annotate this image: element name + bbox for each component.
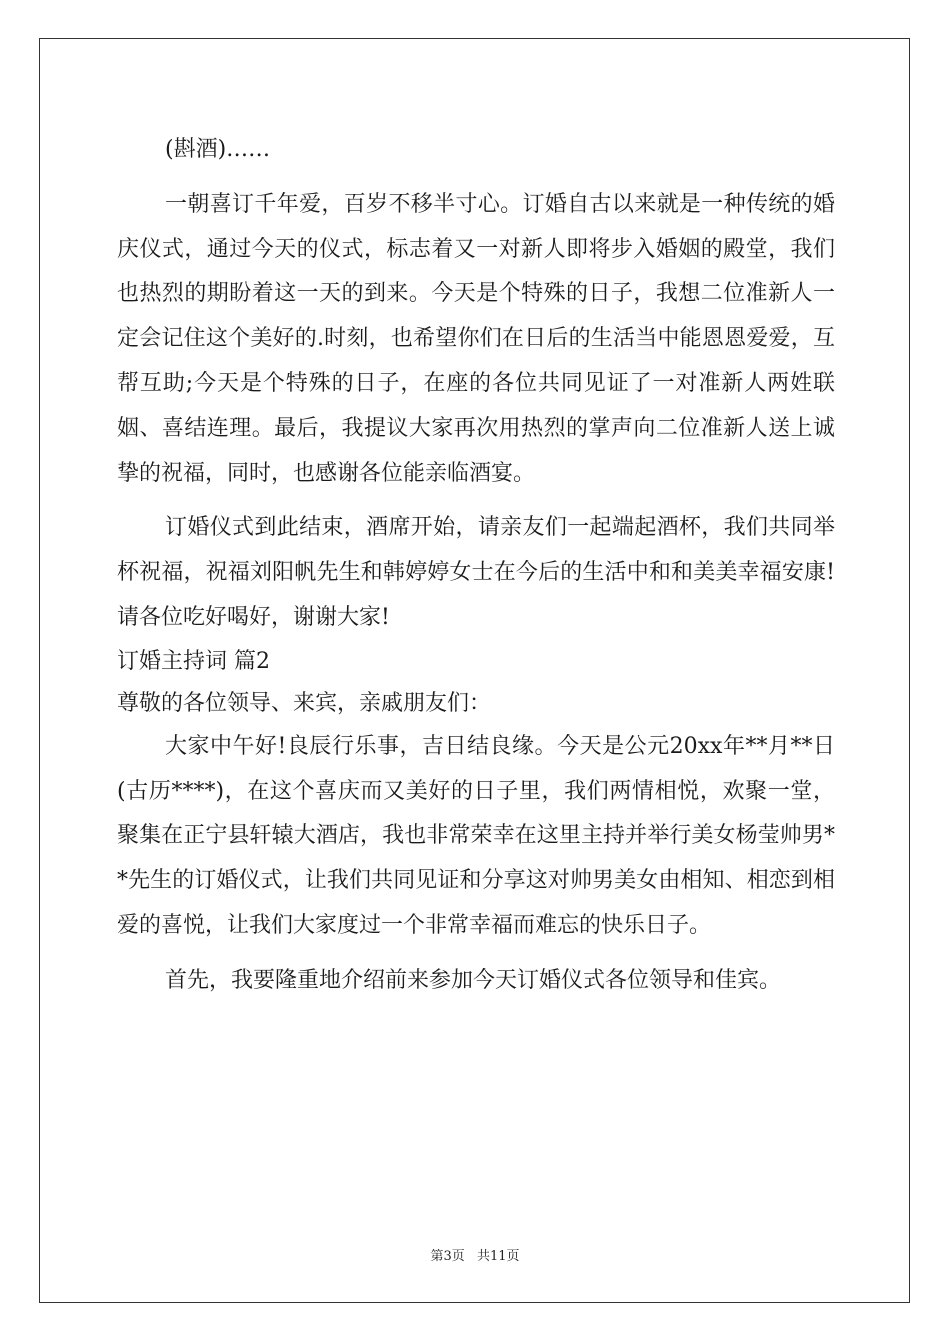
salutation: 尊敬的各位领导、来宾，亲戚朋友们： [117,690,492,716]
paragraph-introduce-guests: 首先，我要隆重地介绍前来参加今天订婚仪式各位领导和佳宾。 [165,967,782,993]
document-body [117,128,835,1004]
paragraph-ceremony-end: 订婚仪式到此结束，酒席开始，请亲友们一起端起酒杯，我们共同举杯祝福，祝福刘阳帆先生和韩婷婷女士在今后的生活中和和美美幸福安康!请各位吃好喝好，谢谢大家! [117,515,835,630]
paragraph-pour-wine: (斟酒)…… [165,137,271,162]
paragraph-greeting: 大家中午好!良辰行乐事，吉日结良缘。今天是公元20xx年**月**日(古历****)，在这个喜庆而又美好的日子里，我们两情相悦，欢聚一堂，聚集在正宁县轩辕大酒店，我也非常荣幸在这里主持并举行美女杨莹帅男**先生的订婚仪式，让我们共同见证和分享这对帅男美女由相知、相恋到相爱的喜悦，让我们大家度过一个非常幸福而难忘的快乐日子。 [117,733,835,938]
paragraph-engagement-blessing: 一朝喜订千年爱，百岁不移半寸心。订婚自古以来就是一种传统的婚庆仪式，通过今天的仪式，标志着又一对新人即将步入婚姻的殿堂，我们也热烈的期盼着这一天的到来。今天是个特殊的日子，我想二位准新人一定会记住这个美好的.时刻，也希望你们在日后的生活当中能恩恩爱爱，互帮互助;今天是个特殊的日子，在座的各位共同见证了一对准新人两姓联姻、喜结连理。最后，我提议大家再次用热烈的掌声向二位准新人送上诚挚的祝福，同时，也感谢各位能亲临酒宴。 [117,191,835,486]
page-total: 共11页 [476,1249,520,1264]
page-footer [0,1245,950,1264]
page-number: 第3页 [430,1249,465,1264]
section-heading: 订婚主持词 篇2 [117,648,270,674]
